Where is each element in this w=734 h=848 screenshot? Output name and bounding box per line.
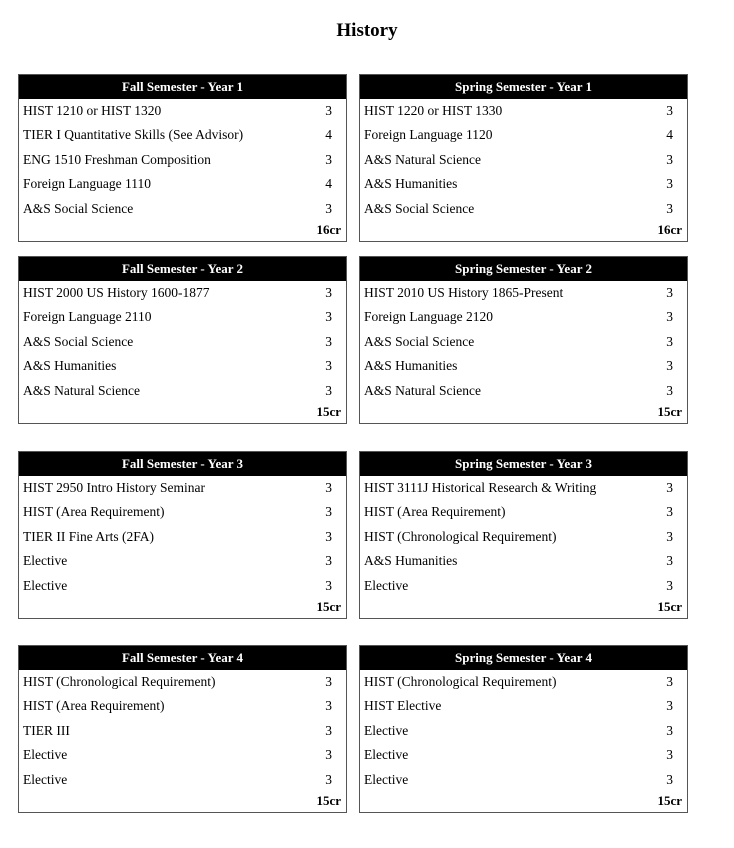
course-row: [23, 330, 341, 354]
course-name: A&S Humanities: [364, 358, 458, 374]
course-name: Elective: [23, 747, 68, 763]
semester-header: Fall Semester - Year 3: [19, 452, 346, 476]
course-credits: 3: [325, 722, 332, 738]
course-row: [364, 172, 682, 196]
course-row: [23, 525, 341, 549]
semester-total: 15cr: [657, 598, 682, 614]
course-credits: 3: [666, 747, 673, 763]
course-credits: 3: [666, 722, 673, 738]
course-name: A&S Social Science: [23, 200, 134, 216]
course-row: [23, 379, 341, 403]
semester-header: Fall Semester - Year 4: [19, 646, 346, 670]
course-credits: 3: [666, 674, 673, 689]
course-name: A&S Social Science: [364, 200, 475, 216]
course-row: [364, 694, 682, 718]
course-credits: 3: [666, 553, 673, 569]
course-credits: 3: [325, 553, 332, 569]
semester-total: 16cr: [657, 221, 682, 237]
course-row: [364, 148, 682, 172]
course-row: [23, 574, 341, 598]
course-name: Elective: [23, 553, 68, 569]
course-name: HIST (Chronological Requirement): [23, 674, 216, 689]
course-row: [364, 330, 682, 354]
course-credits: 3: [666, 358, 673, 374]
course-name: Elective: [364, 771, 409, 787]
course-name: A&S Natural Science: [364, 151, 481, 167]
course-row: [23, 768, 341, 792]
course-credits: 3: [666, 333, 673, 349]
course-name: Foreign Language 1110: [23, 176, 151, 192]
course-name: HIST 2010 US History 1865-Present: [364, 285, 564, 300]
course-credits: 3: [325, 504, 332, 520]
course-credits: 4: [325, 176, 332, 192]
semester-box-fall-year-2: [18, 256, 347, 424]
course-row: [23, 305, 341, 329]
semester-box-fall-year-4: [18, 645, 347, 813]
course-row: [23, 743, 341, 767]
course-credits: 3: [325, 333, 332, 349]
semester-header: Spring Semester - Year 1: [360, 75, 687, 99]
course-credits: 3: [325, 528, 332, 544]
semester-box-spring-year-4: [359, 645, 688, 813]
course-credits: 3: [666, 771, 673, 787]
course-name: Foreign Language 1120: [364, 127, 493, 143]
course-name: A&S Humanities: [364, 553, 458, 569]
course-row: [364, 549, 682, 573]
course-name: HIST (Area Requirement): [23, 698, 165, 714]
course-row: [364, 743, 682, 767]
course-name: A&S Social Science: [23, 333, 134, 349]
course-name: TIER II Fine Arts (2FA): [23, 528, 154, 544]
semester-header: Spring Semester - Year 3: [360, 452, 687, 476]
course-credits: 3: [666, 480, 673, 495]
course-name: A&S Natural Science: [364, 382, 481, 398]
course-row: [364, 670, 682, 694]
course-row: [23, 172, 341, 196]
course-name: HIST (Chronological Requirement): [364, 528, 557, 544]
course-credits: 3: [325, 674, 332, 689]
course-row: [23, 99, 341, 123]
course-row: [364, 99, 682, 123]
course-name: HIST 2000 US History 1600-1877: [23, 285, 210, 300]
course-credits: 3: [325, 771, 332, 787]
semester-total: 15cr: [316, 403, 341, 419]
course-credits: 3: [666, 151, 673, 167]
course-row: [364, 476, 682, 500]
course-row: [23, 476, 341, 500]
semester-header: Spring Semester - Year 4: [360, 646, 687, 670]
course-row: [364, 500, 682, 524]
course-name: HIST 1210 or HIST 1320: [23, 103, 162, 118]
semester-total: 15cr: [657, 403, 682, 419]
course-name: Elective: [364, 722, 409, 738]
course-row: [23, 354, 341, 378]
course-name: ENG 1510 Freshman Composition: [23, 151, 211, 167]
course-credits: 3: [325, 285, 332, 300]
course-row: [364, 354, 682, 378]
course-name: Elective: [364, 747, 409, 763]
course-credits: 3: [325, 382, 332, 398]
semester-box-spring-year-1: [359, 74, 688, 242]
course-row: [364, 574, 682, 598]
course-credits: 3: [666, 176, 673, 192]
course-name: HIST 1220 or HIST 1330: [364, 103, 503, 118]
semester-box-spring-year-3: [359, 451, 688, 619]
course-name: Foreign Language 2110: [23, 309, 152, 325]
course-credits: 3: [666, 528, 673, 544]
course-credits: 3: [325, 698, 332, 714]
course-name: HIST 2950 Intro History Seminar: [23, 480, 205, 495]
course-credits: 3: [325, 200, 332, 216]
course-credits: 3: [325, 103, 332, 118]
course-credits: 3: [666, 698, 673, 714]
semester-header: Spring Semester - Year 2: [360, 257, 687, 281]
course-row: [364, 379, 682, 403]
course-credits: 3: [325, 747, 332, 763]
semester-total: 16cr: [316, 221, 341, 237]
semester-box-spring-year-2: [359, 256, 688, 424]
course-name: A&S Humanities: [23, 358, 117, 374]
course-row: [23, 148, 341, 172]
course-row: [23, 719, 341, 743]
course-name: HIST (Area Requirement): [23, 504, 165, 520]
course-row: [364, 281, 682, 305]
semester-box-fall-year-3: [18, 451, 347, 619]
course-credits: 3: [666, 200, 673, 216]
course-name: Elective: [364, 577, 409, 593]
semester-header: Fall Semester - Year 1: [19, 75, 346, 99]
course-credits: 3: [666, 103, 673, 118]
semester-header: Fall Semester - Year 2: [19, 257, 346, 281]
course-credits: 3: [325, 358, 332, 374]
course-credits: 4: [666, 127, 673, 143]
page-title: History: [336, 20, 398, 41]
course-name: HIST (Chronological Requirement): [364, 674, 557, 689]
course-row: [364, 719, 682, 743]
course-row: [364, 197, 682, 221]
semester-total: 15cr: [316, 792, 341, 808]
course-credits: 3: [666, 577, 673, 593]
course-name: HIST 3111J Historical Research & Writing: [364, 480, 597, 495]
course-row: [23, 670, 341, 694]
course-name: TIER I Quantitative Skills (See Advisor): [23, 127, 244, 143]
course-row: [23, 281, 341, 305]
course-row: [23, 123, 341, 147]
course-name: Foreign Language 2120: [364, 309, 493, 325]
course-row: [364, 768, 682, 792]
course-name: TIER III: [23, 722, 70, 738]
course-credits: 3: [325, 577, 332, 593]
course-credits: 3: [325, 309, 332, 325]
course-row: [23, 500, 341, 524]
course-credits: 3: [325, 480, 332, 495]
course-row: [364, 123, 682, 147]
course-credits: 3: [666, 504, 673, 520]
course-name: HIST (Area Requirement): [364, 504, 506, 520]
semester-box-fall-year-1: [18, 74, 347, 242]
course-credits: 3: [666, 285, 673, 300]
semester-total: 15cr: [316, 598, 341, 614]
course-row: [23, 549, 341, 573]
course-row: [23, 694, 341, 718]
course-name: Elective: [23, 577, 68, 593]
semester-total: 15cr: [657, 792, 682, 808]
course-name: HIST Elective: [364, 698, 442, 714]
course-name: A&S Natural Science: [23, 382, 140, 398]
course-credits: 3: [666, 309, 673, 325]
course-row: [23, 197, 341, 221]
course-name: A&S Social Science: [364, 333, 475, 349]
course-row: [364, 305, 682, 329]
course-name: A&S Humanities: [364, 176, 458, 192]
course-name: Elective: [23, 771, 68, 787]
course-credits: 4: [325, 127, 332, 143]
course-credits: 3: [666, 382, 673, 398]
course-row: [364, 525, 682, 549]
course-credits: 3: [325, 151, 332, 167]
